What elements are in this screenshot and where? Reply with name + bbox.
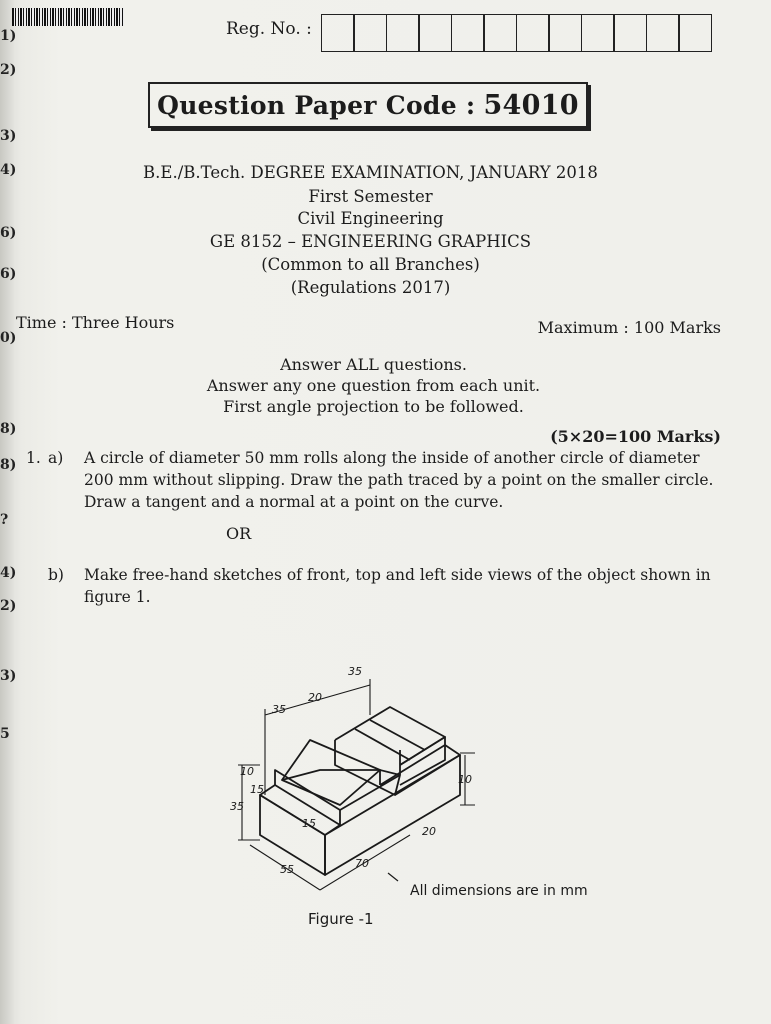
dimension-label: 15	[250, 783, 264, 796]
instruction-line: Answer any one question from each unit.	[206, 376, 541, 395]
reg-no-boxes	[322, 14, 712, 52]
question-text-line: Make free-hand sketches of front, top and left side views of the object shown in	[84, 566, 711, 584]
or-separator: OR	[226, 524, 252, 543]
margin-number: 6)	[0, 225, 17, 241]
dimension-label: 35	[230, 800, 244, 813]
block-top-groove	[355, 720, 425, 760]
reg-box[interactable]	[516, 14, 550, 52]
part-b-label: b)	[48, 566, 64, 584]
branch-line: Civil Engineering	[297, 209, 444, 228]
semester-line: First Semester	[308, 187, 433, 206]
reg-box[interactable]	[418, 14, 452, 52]
dimension-label: 10	[240, 765, 254, 778]
margin-number: 2)	[0, 598, 17, 614]
dimension-label: 15	[302, 817, 316, 830]
instruction-line: Answer ALL questions.	[280, 355, 467, 374]
dimension-label: 20	[422, 825, 436, 838]
margin-number: 3)	[0, 668, 17, 684]
course-line: GE 8152 – ENGINEERING GRAPHICS	[209, 232, 532, 251]
reg-box[interactable]	[483, 14, 517, 52]
margin-number: 8)	[0, 457, 17, 473]
reg-box[interactable]	[613, 14, 647, 52]
reg-box[interactable]	[548, 14, 582, 52]
margin-number: ?	[0, 512, 9, 528]
figure-note: All dimensions are in mm	[410, 883, 588, 899]
question-text-line: 200 mm without slipping. Draw the path traced by a point on the smaller circle.	[84, 471, 714, 489]
question-paper-code-label: Question Paper Code :	[157, 90, 476, 120]
dimension-label: 10	[458, 773, 472, 786]
instruction-line: First angle projection to be followed.	[223, 397, 524, 416]
reg-box[interactable]	[581, 14, 615, 52]
reg-box[interactable]	[386, 14, 420, 52]
margin-number: 2)	[0, 62, 17, 78]
part-a-label: a)	[48, 449, 64, 467]
dimension-label: 35	[348, 665, 362, 678]
reg-no-label: Reg. No. :	[226, 19, 312, 39]
margin-number: 4)	[0, 565, 17, 581]
marks-scheme: (5×20=100 Marks)	[550, 427, 721, 446]
margin-number: 4)	[0, 162, 17, 178]
question-paper-code-box	[148, 82, 588, 128]
figure-caption: Figure -1	[308, 910, 374, 928]
dimension-label: 20	[308, 691, 322, 704]
reg-box[interactable]	[353, 14, 387, 52]
reg-box[interactable]	[451, 14, 485, 52]
barcode	[12, 8, 124, 26]
common-line: (Common to all Branches)	[261, 255, 480, 274]
degree-line: B.E./B.Tech. DEGREE EXAMINATION, JANUARY 2018	[143, 163, 598, 182]
margin-number: 3)	[0, 128, 17, 144]
reg-box[interactable]	[321, 14, 355, 52]
question-text-line: Draw a tangent and a normal at a point on the curve.	[84, 493, 504, 511]
reg-box[interactable]	[646, 14, 680, 52]
question-1b-text	[84, 564, 724, 608]
reg-box[interactable]	[678, 14, 712, 52]
block-top-face	[335, 707, 445, 765]
time-line: Time : Three Hours	[16, 313, 175, 332]
dimension-label: 70	[355, 857, 369, 870]
note-pointer	[388, 873, 398, 881]
dimension-label: 35	[272, 703, 286, 716]
figure-1-isometric-drawing	[220, 645, 640, 945]
base-top-left	[260, 785, 340, 835]
question-1a-text	[84, 447, 724, 513]
question-paper-code: 54010	[483, 89, 579, 121]
wedge-edge	[282, 770, 380, 780]
regulations-line: (Regulations 2017)	[290, 278, 451, 297]
question-number: 1.	[26, 449, 41, 467]
margin-number: 1)	[0, 28, 17, 44]
dimension-label: 55	[280, 863, 294, 876]
question-text-line: figure 1.	[84, 588, 151, 606]
margin-number: 6)	[0, 266, 17, 282]
margin-number: 5	[0, 726, 10, 742]
question-text-line: A circle of diameter 50 mm rolls along the inside of another circle of diameter	[84, 449, 700, 467]
margin-number: 8)	[0, 421, 17, 437]
max-marks-line: Maximum : 100 Marks	[537, 318, 721, 337]
margin-number: 0)	[0, 330, 17, 346]
